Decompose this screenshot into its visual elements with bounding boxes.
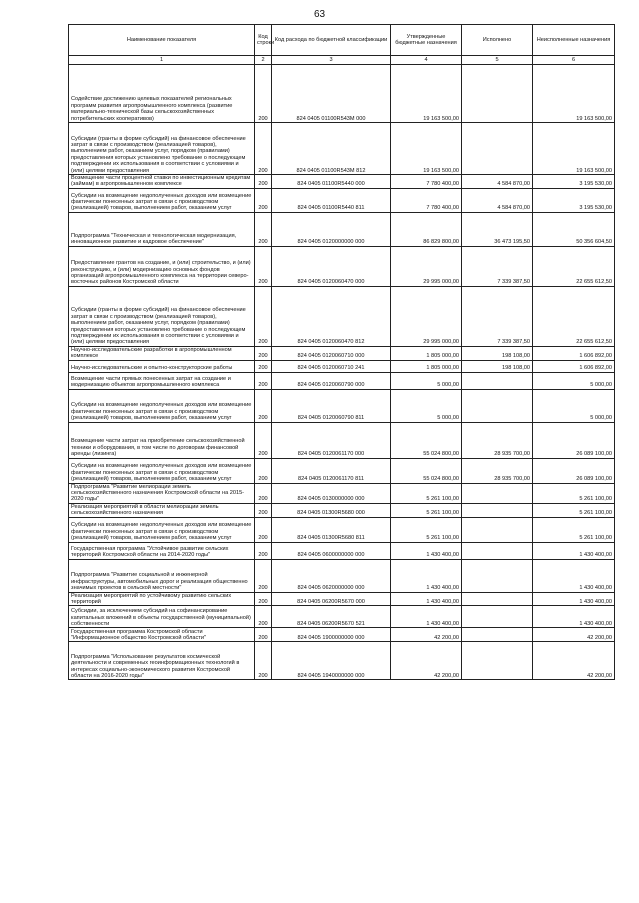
table-row [69,360,615,372]
row-name: Содействие достижению целевых показателей региональных программ развития агропромышленного комплекса (развитие материально-технической базы сельскохозяйственных потребительских кооперативов) [69,65,255,123]
row-line-code: 200 [255,503,272,517]
row-budget-code: 824 0405 0120000000 000 [272,212,391,246]
row-budget-code: 824 0405 01100R543M 812 [272,123,391,175]
row-approved-amount: 5 000,00 [391,372,462,389]
row-executed-amount: 28 935 700,00 [462,422,533,458]
row-unexecuted-amount: 26 089 100,00 [533,422,615,458]
table-row [69,188,615,212]
row-executed-amount: 7 339 387,50 [462,246,533,286]
row-unexecuted-amount: 5 261 100,00 [533,517,615,542]
row-line-code: 200 [255,628,272,642]
row-executed-amount [462,559,533,592]
row-budget-code: 824 0405 06200R5670 521 [272,606,391,628]
row-budget-code: 824 0405 0620000000 000 [272,559,391,592]
row-budget-code: 824 0405 01100R5440 000 [272,175,391,189]
row-executed-amount: 198 108,00 [462,360,533,372]
row-line-code: 200 [255,188,272,212]
row-budget-code: 824 0405 0120061170 811 [272,458,391,483]
row-unexecuted-amount: 19 163 500,00 [533,65,615,123]
column-number: 4 [391,56,462,65]
row-approved-amount: 1 430 400,00 [391,606,462,628]
table-row [69,123,615,175]
row-unexecuted-amount: 1 606 892,00 [533,346,615,360]
table-row [69,458,615,483]
table-row [69,286,615,346]
row-name: Субсидии, за исключением субсидий на софинансирование капитальных вложений в объекты государственной (муниципальной) собственности [69,606,255,628]
row-executed-amount: 28 935 700,00 [462,458,533,483]
table-row [69,642,615,680]
row-name: Субсидии на возмещение недополученных доходов или возмещение фактически понесенных затрат в связи с производством (реализацией) товаров, выполнением работ, оказанием услуг [69,458,255,483]
row-budget-code: 824 0405 0120061170 000 [272,422,391,458]
row-executed-amount [462,606,533,628]
table-row [69,65,615,123]
column-number: 1 [69,56,255,65]
row-unexecuted-amount: 42 200,00 [533,642,615,680]
row-name: Подпрограмма "Использование результатов космической деятельности и современных геоинформационных технологий в интересах социально-экономического развития Костромской области на 2016-2020 годы" [69,642,255,680]
table-row [69,346,615,360]
row-name: Научно-исследовательские и опытно-конструкторские работы [69,360,255,372]
row-unexecuted-amount: 3 195 530,00 [533,175,615,189]
column-number-row [69,56,615,65]
row-unexecuted-amount: 26 089 100,00 [533,458,615,483]
row-unexecuted-amount: 3 195 530,00 [533,188,615,212]
row-name: Возмещение части процентной ставки по инвестиционным кредитам (займам) в агропромышленном комплексе [69,175,255,189]
row-name: Подпрограмма "Развитие социальной и инженерной инфраструктуры, автомобильных дорог и реализация общественно значимых проектов в сельской местности" [69,559,255,592]
row-executed-amount [462,517,533,542]
row-unexecuted-amount: 22 655 612,50 [533,286,615,346]
row-unexecuted-amount: 42 200,00 [533,628,615,642]
row-line-code: 200 [255,246,272,286]
row-budget-code: 824 0405 01100R5440 811 [272,188,391,212]
table-row [69,628,615,642]
row-approved-amount: 5 261 100,00 [391,483,462,503]
row-executed-amount [462,65,533,123]
row-unexecuted-amount: 1 606 892,00 [533,360,615,372]
row-name: Подпрограмма "Техническая и технологическая модернизация, инновационное развитие и кадровое обеспечение" [69,212,255,246]
row-line-code: 200 [255,123,272,175]
row-approved-amount: 55 024 800,00 [391,422,462,458]
row-approved-amount: 1 805 000,00 [391,360,462,372]
row-name: Предоставление грантов на создание, и (или) строительство, и (или) реконструкцию, и (или) модернизацию основных фондов организаций агропромышленного комплекса на территории северо-восточных районов Костромской области [69,246,255,286]
row-budget-code: 824 0405 01300R5680 811 [272,517,391,542]
row-line-code: 200 [255,346,272,360]
row-approved-amount: 19 163 500,00 [391,123,462,175]
row-executed-amount [462,592,533,606]
row-approved-amount: 86 829 800,00 [391,212,462,246]
table-row [69,246,615,286]
row-budget-code: 824 0405 06200R5670 000 [272,592,391,606]
row-approved-amount: 7 780 400,00 [391,188,462,212]
row-line-code: 200 [255,286,272,346]
column-number: 6 [533,56,615,65]
row-line-code: 200 [255,606,272,628]
row-name: Субсидии на возмещение недополученных доходов или возмещение фактически понесенных затрат в связи с производством (реализацией) товаров, выполнением работ, оказанием услуг [69,188,255,212]
column-header-approved: Утвержденные бюджетные назначения [391,25,462,56]
row-name: Субсидии на возмещение недополученных доходов или возмещение фактически понесенных затрат в связи с производством (реализацией) товаров, выполнением работ, оказанием услуг [69,389,255,422]
row-approved-amount: 29 995 000,00 [391,286,462,346]
row-unexecuted-amount: 5 000,00 [533,372,615,389]
row-executed-amount [462,483,533,503]
row-line-code: 200 [255,458,272,483]
row-unexecuted-amount: 19 163 500,00 [533,123,615,175]
row-unexecuted-amount: 1 430 400,00 [533,559,615,592]
row-executed-amount: 7 339 387,50 [462,286,533,346]
row-approved-amount: 42 200,00 [391,642,462,680]
row-executed-amount: 4 584 870,00 [462,175,533,189]
row-unexecuted-amount: 50 356 604,50 [533,212,615,246]
row-name: Реализация мероприятий в области мелиорации земель сельскохозяйственного назначения [69,503,255,517]
row-approved-amount: 1 430 400,00 [391,542,462,559]
row-line-code: 200 [255,483,272,503]
column-number: 2 [255,56,272,65]
budget-execution-table [68,24,615,680]
table-row [69,372,615,389]
row-executed-amount [462,372,533,389]
row-line-code: 200 [255,372,272,389]
table-row [69,422,615,458]
row-approved-amount: 5 261 100,00 [391,517,462,542]
row-approved-amount: 1 430 400,00 [391,592,462,606]
row-budget-code: 824 0405 1940000000 000 [272,642,391,680]
row-executed-amount [462,503,533,517]
row-line-code: 200 [255,65,272,123]
table-row [69,592,615,606]
row-approved-amount: 19 163 500,00 [391,65,462,123]
row-executed-amount [462,642,533,680]
row-executed-amount [462,542,533,559]
row-approved-amount: 29 995 000,00 [391,246,462,286]
row-budget-code: 824 0405 01100R543M 000 [272,65,391,123]
row-budget-code: 824 0405 0120060790 811 [272,389,391,422]
table-header-row [69,25,615,56]
row-unexecuted-amount: 5 261 100,00 [533,503,615,517]
row-budget-code: 824 0405 0120060470 812 [272,286,391,346]
table-row [69,606,615,628]
row-approved-amount: 55 024 800,00 [391,458,462,483]
column-header-executed: Исполнено [462,25,533,56]
table-row [69,503,615,517]
row-unexecuted-amount: 1 430 400,00 [533,592,615,606]
row-line-code: 200 [255,212,272,246]
column-header-name: Наименование показателя [69,25,255,56]
row-line-code: 200 [255,389,272,422]
column-number: 5 [462,56,533,65]
row-unexecuted-amount: 5 000,00 [533,389,615,422]
row-line-code: 200 [255,559,272,592]
row-budget-code: 824 0405 1900000000 000 [272,628,391,642]
row-line-code: 200 [255,642,272,680]
row-line-code: 200 [255,517,272,542]
row-unexecuted-amount: 1 430 400,00 [533,606,615,628]
row-budget-code: 824 0405 0120060470 000 [272,246,391,286]
row-approved-amount: 5 000,00 [391,389,462,422]
row-unexecuted-amount: 22 655 612,50 [533,246,615,286]
table-row [69,212,615,246]
row-line-code: 200 [255,592,272,606]
column-header-unexecuted: Неисполненные назначения [533,25,615,56]
table-row [69,559,615,592]
row-unexecuted-amount: 5 261 100,00 [533,483,615,503]
row-budget-code: 824 0405 01300R5680 000 [272,503,391,517]
page-number: 63 [313,9,326,20]
row-budget-code: 824 0405 0120060790 000 [272,372,391,389]
table-row [69,389,615,422]
row-name: Субсидии (гранты в форме субсидий) на финансовое обеспечение затрат в связи с производством (реализацией товаров), выполнением работ, оказанием услуг, порядком (правилами) предоставления которых установлено требование о последующем подтверждении их использования в соответствии с условиями и (или) целями предоставления [69,286,255,346]
row-executed-amount [462,123,533,175]
column-header-budget-code: Код расхода по бюджетной классификации [272,25,391,56]
row-approved-amount: 1 805 000,00 [391,346,462,360]
row-name: Реализация мероприятий по устойчивому развитию сельских территорий [69,592,255,606]
row-name: Субсидии (гранты в форме субсидий) на финансовое обеспечение затрат в связи с производством (реализацией товаров), выполнением работ, оказанием услуг, порядком (правилами) предоставления которых установлено требование о последующем подтверждении их использования в соответствии с условиями и (или) целями предоставления [69,123,255,175]
row-approved-amount: 1 430 400,00 [391,559,462,592]
row-name: Возмещение части прямых понесенных затрат на создание и модернизацию объектов агропромышленного комплекса [69,372,255,389]
row-budget-code: 824 0405 0600000000 000 [272,542,391,559]
row-line-code: 200 [255,175,272,189]
row-line-code: 200 [255,360,272,372]
row-name: Государственная программа "Устойчивое развитие сельских территорий Костромской области на 2014-2020 годы" [69,542,255,559]
row-name: Субсидии на возмещение недополученных доходов или возмещение фактически понесенных затрат в связи с производством (реализацией) товаров, выполнением работ, оказанием услуг [69,517,255,542]
row-executed-amount [462,628,533,642]
row-approved-amount: 7 780 400,00 [391,175,462,189]
row-name: Научно-исследовательские разработки в агропромышленном комплексе [69,346,255,360]
table-row [69,175,615,189]
row-executed-amount [462,389,533,422]
column-number: 3 [272,56,391,65]
row-executed-amount: 36 473 195,50 [462,212,533,246]
row-unexecuted-amount: 1 430 400,00 [533,542,615,559]
row-line-code: 200 [255,422,272,458]
row-executed-amount: 198 108,00 [462,346,533,360]
table-row [69,483,615,503]
table-row [69,517,615,542]
row-budget-code: 824 0405 0130000000 000 [272,483,391,503]
row-budget-code: 824 0405 0120060710 000 [272,346,391,360]
row-name: Подпрограмма "Развитие мелиорации земель сельскохозяйственного назначения Костромской области на 2015-2020 годы" [69,483,255,503]
row-approved-amount: 5 261 100,00 [391,503,462,517]
row-executed-amount: 4 584 870,00 [462,188,533,212]
row-name: Государственная программа Костромской области "Информационное общество Костромской области" [69,628,255,642]
row-budget-code: 824 0405 0120060710 241 [272,360,391,372]
column-header-line-code: Код строки [255,25,272,56]
row-line-code: 200 [255,542,272,559]
row-name: Возмещение части затрат на приобретение сельскохозяйственной техники и оборудования, в том числе по договорам финансовой аренды (лизинга) [69,422,255,458]
row-approved-amount: 42 200,00 [391,628,462,642]
table-row [69,542,615,559]
